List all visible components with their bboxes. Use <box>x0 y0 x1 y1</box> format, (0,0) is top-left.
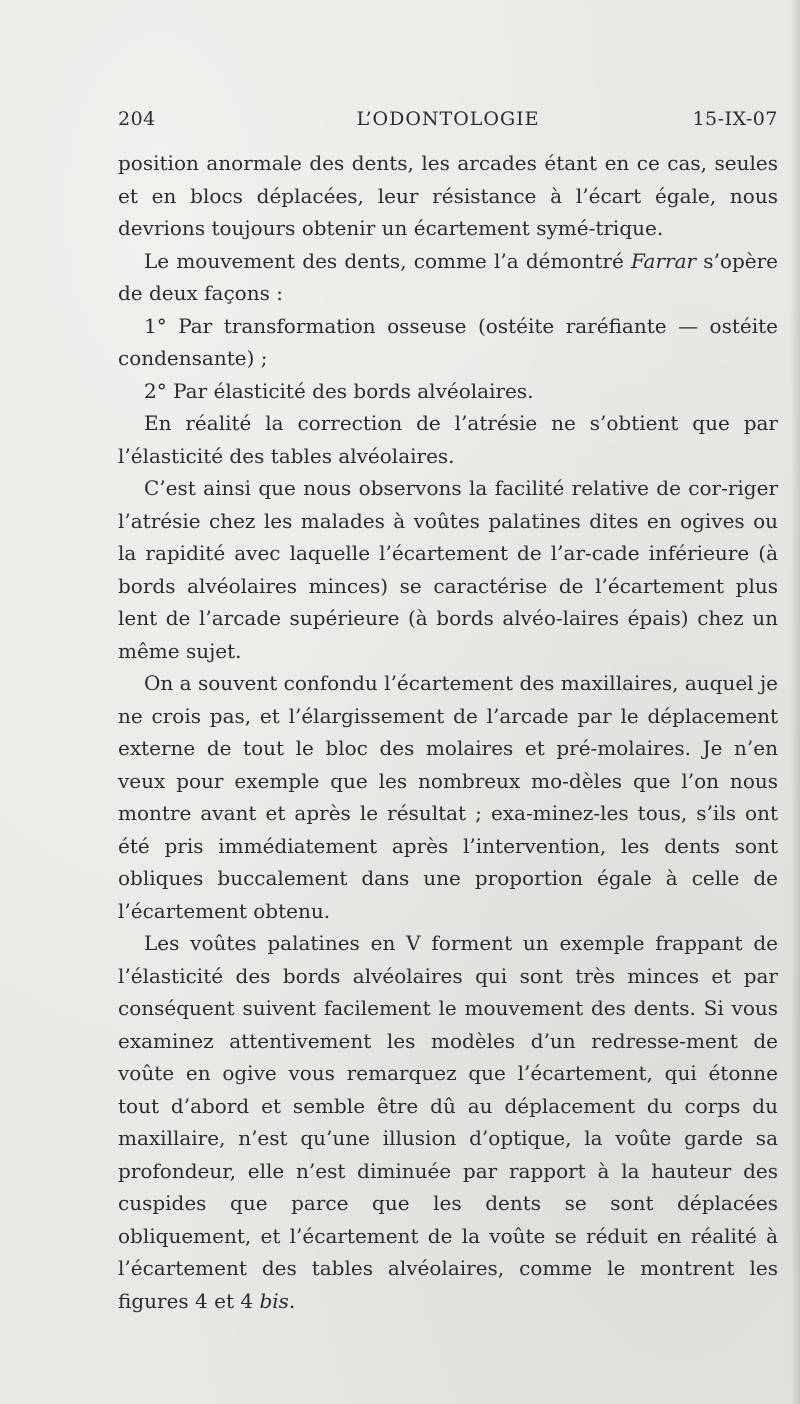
journal-title: L’ODONTOLOGIE <box>356 108 540 130</box>
paragraph-5: En réalité la correction de l’atrésie ne s’obtient que par l’élasticité des tables alvéolaires. <box>118 411 778 468</box>
author-name-farrar: Farrar <box>631 248 697 273</box>
issue-date: 15-IX-07 <box>692 108 778 130</box>
paragraph-2-text-start: Le mouvement des dents, comme l’a démontré <box>144 248 632 273</box>
paragraph-6: C’est ainsi que nous observons la facilité relative de cor-riger l’atrésie chez les malades à voûtes palatines dites en ogives ou la rapidité avec laquelle l’écartement de l’ar-cade inférieure (à bords alvéolaires minces) se caractérise de l’écartement plus lent de l’arcade supérieure (à bords alvéo-laires épais) chez un même sujet. <box>118 476 778 663</box>
paragraph-8 <box>118 927 778 1317</box>
paragraph-1: position anormale des dents, les arcades étant en ce cas, seules et en blocs déplacées, leur résistance à l’écart égale, nous devrions toujours obtenir un écartement symé-trique. <box>118 151 778 240</box>
paragraph-2 <box>118 245 778 310</box>
figure-ref-bis: bis <box>259 1288 289 1313</box>
body-text <box>118 147 778 1317</box>
paragraph-8-text-end: . <box>288 1288 296 1313</box>
paragraph-2-text-end: s’opère de deux façons : <box>118 248 778 305</box>
paragraph-3: 1° Par transformation osseuse (ostéite raréfiante — ostéite condensante) ; <box>118 313 778 370</box>
paragraph-4: 2° Par élasticité des bords alvéolaires. <box>144 378 534 403</box>
running-header <box>118 108 778 138</box>
page-number: 204 <box>118 108 156 130</box>
paragraph-7: On a souvent confondu l’écartement des maxillaires, auquel je ne crois pas, et l’élargissement de l’arcade par le déplacement externe de tout le bloc des molaires et pré-molaires. Je n’en veux pour exemple que les nombreux mo-dèles que l’on nous montre avant et après le résultat ; exa-minez-les tous, s’ils ont été pris immédiatement après l’intervention, les dents sont obliques buccalement dans une proportion égale à celle de l’écartement obtenu. <box>118 671 778 923</box>
paragraph-8-text: Les voûtes palatines en V forment un exemple frappant de l’élasticité des bords alvéolaires qui sont très minces et par conséquent suivent facilement le mouvement des dents. Si vous examinez attentivement les modèles d’un redresse-ment de voûte en ogive vous remarquez que l’écartement, qui étonne tout d’abord et semble être dû au déplacement du corps du maxillaire, n’est qu’une illusion d’optique, la voûte garde sa profondeur, elle n’est diminuée par rapport à la hauteur des cuspides que parce que les dents se sont déplacées obliquement, et l’écartement de la voûte se réduit en réalité à l’écartement des tables alvéolaires, comme le montrent les figures 4 et 4 <box>118 931 778 1313</box>
